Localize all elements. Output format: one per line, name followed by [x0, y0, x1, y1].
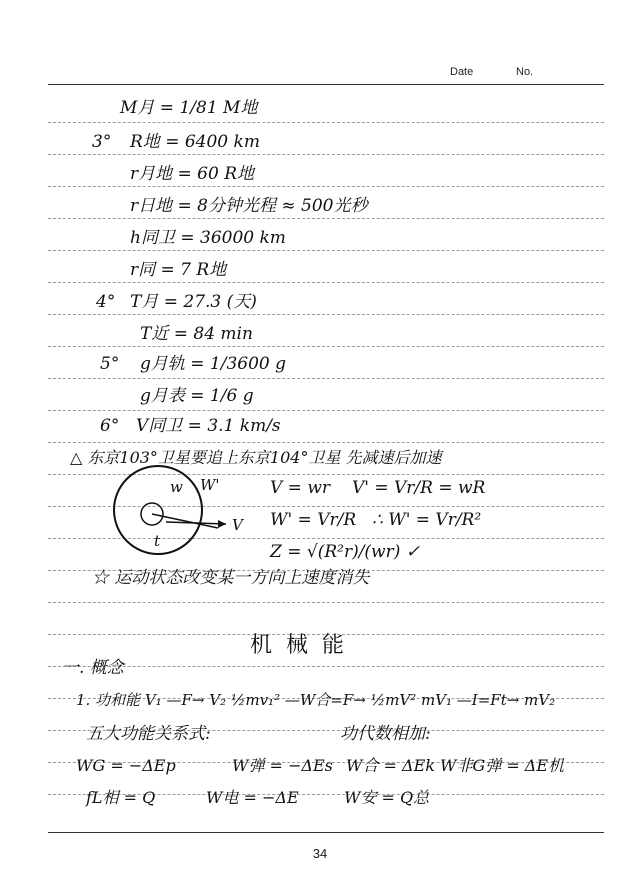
item-3-number: 3° — [92, 132, 112, 152]
note-work-energy: 1. 功和能 V₁ —F→ V₂ ½mv₁² —W合=F→ ½mV² mV₁ —I=Ft→ mV₂ — [76, 691, 556, 709]
note-moon-earth-distance: r月地 = 60 R地 — [130, 164, 255, 184]
note-near-period: T近 = 84 min — [140, 324, 253, 344]
velocity-arrow — [166, 522, 226, 524]
ruled-line — [48, 442, 604, 443]
eq-w-ampere: W安 = Q总 — [344, 788, 430, 807]
orbit-diagram — [108, 462, 248, 562]
ruled-line — [48, 314, 604, 315]
note-five-relations: 五大功能关系式: — [86, 724, 211, 744]
eq-w-electric: W电 = −ΔE — [206, 788, 299, 807]
ruled-line — [48, 346, 604, 347]
section-one-heading: 一. 概念 — [62, 658, 124, 678]
ruled-line — [48, 186, 604, 187]
page-number: 34 — [312, 846, 328, 861]
note-moon-orbit-gravity: g月轨 = 1/3600 g — [140, 354, 287, 374]
note-sun-earth-distance: r日地 = 8分钟光程 ≈ 500光秒 — [130, 196, 368, 216]
ruled-line — [48, 218, 604, 219]
header-rule — [48, 84, 604, 85]
section-title: 机械能 — [250, 633, 359, 658]
item-6-number: 6° — [100, 416, 120, 436]
eq-wg: WG = −ΔEp — [76, 756, 176, 775]
ruled-line — [48, 282, 604, 283]
note-moon-period: T月 = 27.3 (天) — [130, 292, 257, 312]
eq-w-nonconservative: W非G弹 = ΔE机 — [440, 756, 565, 775]
eq-w-elastic: W弹 = −ΔEs — [232, 756, 333, 775]
label-w-prime: W' — [200, 476, 220, 494]
ruled-line — [48, 666, 604, 667]
note-motion-state: ☆ 运动状态改变某一方向上速度消失 — [92, 568, 370, 588]
ruled-line — [48, 378, 604, 379]
ruled-line — [48, 602, 604, 603]
note-sync-radius: r同 = 7 R地 — [130, 260, 227, 280]
note-algebra-sum: 功代数相加: — [340, 724, 431, 744]
eq-w-prime: W' = Vr/R — [270, 510, 357, 530]
note-sync-height: h同卫 = 36000 km — [130, 228, 286, 248]
note-earth-radius: R地 = 6400 km — [130, 132, 260, 152]
eq-friction-heat: fL相 = Q — [86, 788, 156, 807]
footer-rule — [48, 832, 604, 833]
item-4-number: 4° — [96, 292, 116, 312]
eq-v-prime: V' = Vr/R = wR — [352, 478, 486, 498]
label-v: V — [232, 516, 243, 534]
number-label: No. — [516, 66, 534, 78]
label-t: t — [154, 532, 161, 550]
item-5-number: 5° — [100, 354, 120, 374]
ruled-line — [48, 122, 604, 123]
label-w: w — [170, 478, 183, 496]
eq-v-wr: V = wr — [270, 478, 331, 498]
eq-w-prime-result: ∴ W' = Vr/R² — [372, 510, 482, 530]
eq-z: Z = √(R²r)/(wr) ✓ — [270, 542, 421, 562]
radius-line — [152, 514, 218, 528]
eq-w-net: W合 = ΔEk — [346, 756, 435, 775]
arrow-head — [218, 520, 226, 528]
date-label: Date — [450, 66, 474, 78]
ruled-line — [48, 154, 604, 155]
ruled-line — [48, 410, 604, 411]
note-sync-velocity: V同卫 = 3.1 km/s — [136, 416, 281, 436]
ruled-line — [48, 250, 604, 251]
note-moon-mass: M月 = 1/81 M地 — [120, 98, 258, 118]
note-satellite-chase: △ 东京103°卫星要追上东京104°卫星 先减速后加速 — [70, 448, 442, 467]
note-moon-surface-gravity: g月表 = 1/6 g — [140, 386, 254, 406]
